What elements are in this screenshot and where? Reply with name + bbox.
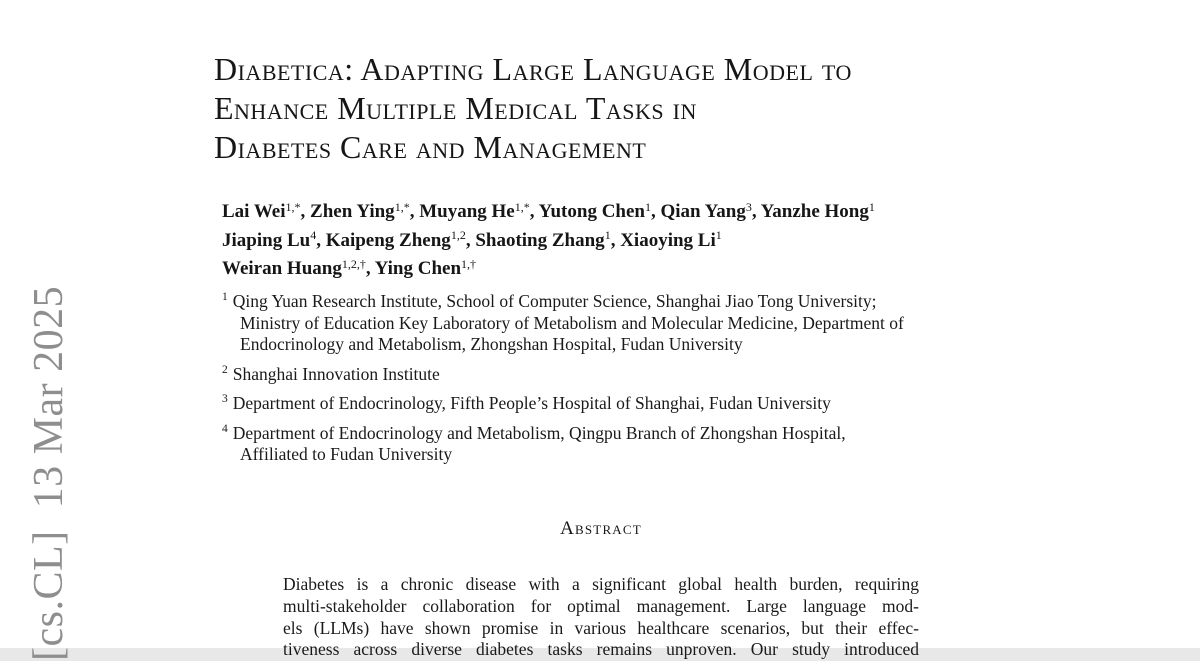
- affiliation-line: Affiliated to Fudan University: [240, 444, 453, 464]
- paper-title: [214, 50, 852, 167]
- author-block: [222, 198, 875, 284]
- abstract-line: tiveness across diverse diabetes tasks remains unproven. Our study introduced: [283, 639, 919, 660]
- affiliation-marker: 1: [222, 291, 228, 304]
- abstract-text: [283, 574, 919, 661]
- abstract-heading: Abstract: [560, 518, 642, 539]
- affiliation-line: [222, 291, 904, 313]
- affiliation-marker: 3: [222, 393, 228, 406]
- affiliation-marker: 4: [222, 422, 228, 435]
- abstract-line: Diabetes is a chronic disease with a significant global health burden, requiring: [283, 574, 919, 594]
- affiliation-text: Department of Endocrinology and Metabolism, Qingpu Branch of Zhongshan Hospital,: [232, 422, 846, 443]
- affiliation-text: Qing Yuan Research Institute, School of Computer Science, Shanghai Jiao Tong University;: [232, 291, 877, 311]
- paper-title-line: Diabetes Care and Management: [214, 129, 647, 165]
- affiliation-marker: 2: [222, 363, 228, 376]
- affiliation-line: [222, 364, 904, 386]
- affiliation-line: Ministry of Education Key Laboratory of Metabolism and Molecular Medicine, Department of: [240, 312, 904, 333]
- author-line: Weiran Huang$^{1,2,\dagger}$, Ying Chen$^{1,\dagger}$: [222, 256, 477, 279]
- paper-title-line: Diabetica: Adapting Large Language Model to: [214, 51, 852, 87]
- abstract-line: els (LLMs) have shown promise in various healthcare scenarios, but their effec-: [283, 617, 919, 638]
- affiliation-line: Endocrinology and Metabolism, Zhongshan Hospital, Fudan University: [240, 334, 743, 354]
- affiliation-4: [222, 423, 904, 466]
- abstract-line: multi-stakeholder collaboration for optimal management. Large language mod-: [283, 595, 919, 616]
- affiliation-1: [222, 291, 904, 356]
- arxiv-watermark: [cs.CL] 13 Mar 2025: [26, 285, 72, 661]
- affiliation-line: [222, 423, 904, 445]
- affiliation-text: Department of Endocrinology, Fifth People’s Hospital of Shanghai, Fudan University: [232, 393, 831, 413]
- affiliation-line: [222, 393, 904, 415]
- affiliation-3: [222, 393, 904, 415]
- affiliations-list: [222, 291, 904, 474]
- author-line: Lai Wei$^{1,*}$, Zhen Ying$^{1,*}$, Muyang $He^{1,*}$, Yutong Chen$^1$, Qian Yang$^3$, Yanzhe Hong$^1$: [222, 199, 875, 222]
- paper-title-line: Enhance Multiple Medical Tasks in: [214, 90, 697, 126]
- author-line: Jiaping Lu$^4$, Kaipeng Zheng$^{1,2}$, Shaoting Zhang$^1$, Xiaoying Li$^1$: [222, 228, 722, 251]
- affiliation-text: Shanghai Innovation Institute: [232, 363, 440, 384]
- affiliation-2: [222, 364, 904, 386]
